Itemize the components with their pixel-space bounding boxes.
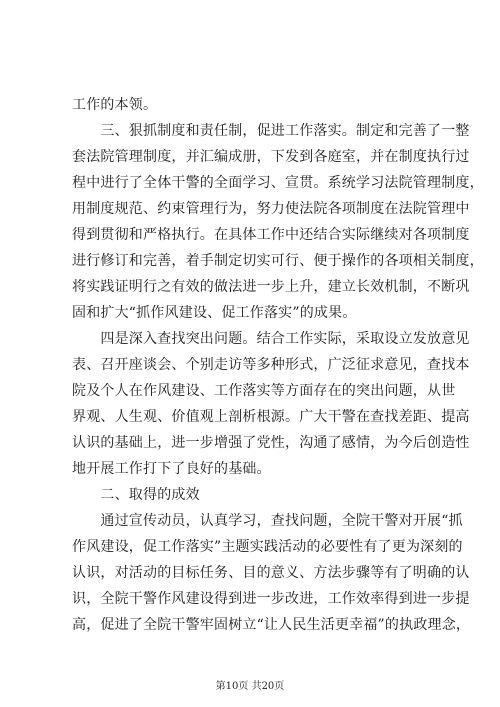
text-line: 识，全院干警作风建设得到进一步改进，工作效率得到进一步提 [72, 591, 470, 607]
text-line: 将实践证明行之有效的做法进一步上升，建立长效机制，不断巩 [72, 279, 470, 295]
text-line: 认识的基础上，进一步增强了党性，沟通了感情，为今后创造性 [72, 435, 470, 451]
text-line: 得到贯彻和严格执行。在具体工作中还结合实际继续对各项制度 [72, 227, 470, 243]
text-line: 程中进行了全体干警的全面学习、宣贯。系统学习法院管理制度， [72, 175, 484, 191]
text-line: 工作的本领。 [72, 97, 158, 113]
text-line: 认识，对活动的目标任务、目的意义、方法步骤等有了明确的认 [72, 565, 470, 581]
text-line: 四是深入查找突出问题。结合工作实际，采取设立发放意见 [72, 331, 470, 347]
text-line: 作风建设，促工作落实”主题实践活动的必要性有了更为深刻的 [72, 539, 463, 555]
text-line: 界观、人生观、价值观上剖析根源。广大干警在查找差距、提高 [72, 409, 470, 425]
text-line: 院及个人在作风建设、工作落实等方面存在的突出问题，从世 [72, 383, 456, 399]
text-line: 套法院管理制度，并汇编成册，下发到各庭室，并在制度执行过 [72, 149, 470, 165]
text-line: 用制度规范、约束管理行为，努力使法院各项制度在法院管理中 [72, 201, 470, 217]
page-footer: 第10页 共20页 [215, 681, 285, 692]
text-line: 通过宣传动员，认真学习，查找问题，全院干警对开展“抓 [72, 513, 463, 529]
text-line: 固和扩大“抓作风建设、促工作落实”的成果。 [72, 305, 357, 321]
text-line: 进行修订和完善，着手制定切实可行、便于操作的各项相关制度， [72, 253, 484, 269]
text-line: 地开展工作打下了良好的基础。 [72, 461, 271, 477]
section-heading: 二、取得的成效 [72, 487, 200, 503]
text-line: 表、召开座谈会、个别走访等多种形式，广泛征求意见，查找本 [72, 357, 470, 373]
text-line: 高，促进了全院干警牢固树立“让人民生活更幸福”的执政理念， [72, 617, 471, 633]
text-line: 三、狠抓制度和责任制，促进工作落实。制定和完善了一整 [72, 123, 470, 139]
